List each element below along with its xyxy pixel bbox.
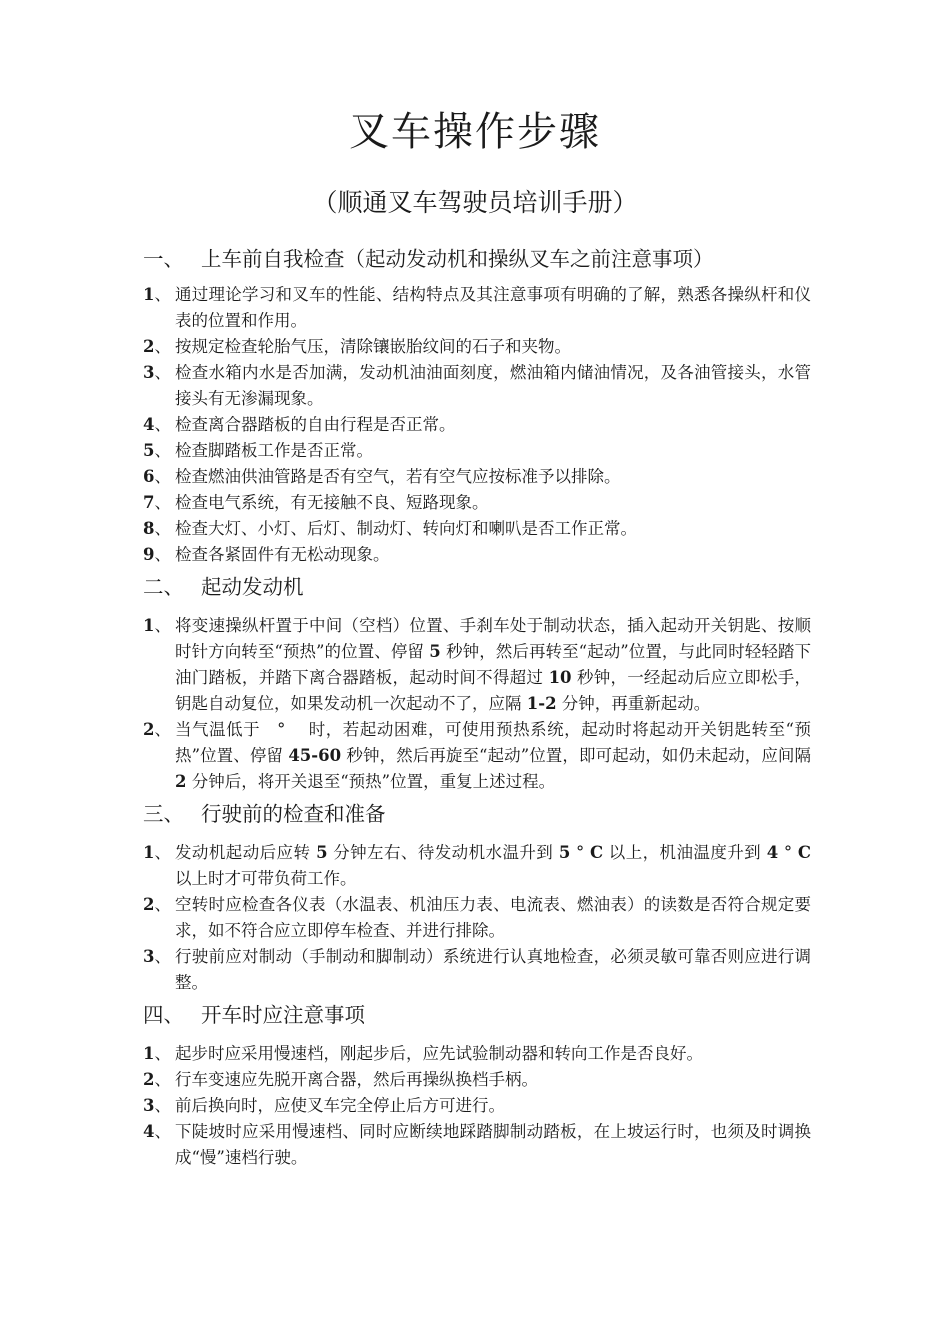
item-number (143, 542, 175, 568)
item-number-digit: 3 (143, 1096, 155, 1115)
section-4 (143, 998, 811, 1171)
item-text-run: 将变速操纵杆置于中间（空档）位置、手刹车处于制动状态，插入起动开关钥匙、按顺时针方向转至“预热”的位置、停留 (175, 616, 811, 661)
list-item (143, 438, 811, 464)
item-number-digit: 2 (143, 1070, 155, 1089)
list-item (143, 892, 811, 944)
item-number-separator: 、 (154, 1122, 171, 1141)
item-text-run: 按规定检查轮胎气压，清除镶嵌胎纹间的石子和夹物。 (175, 337, 571, 356)
list-item (143, 516, 811, 542)
item-number-separator: 、 (154, 415, 171, 434)
item-text-run: 秒钟，然后再旋至“起动”位置，即可起动，如仍未起动，应间隔 (341, 746, 811, 765)
item-text-run: 检查大灯、小灯、后灯、制动灯、转向灯和喇叭是否工作正常。 (175, 519, 637, 538)
item-number (143, 360, 175, 412)
item-number-digit: 8 (143, 519, 155, 538)
section-heading (143, 998, 811, 1032)
item-number-separator: 、 (154, 519, 171, 538)
document-subtitle: （顺通叉车驾驶员培训手册） (312, 188, 638, 217)
item-text-run: 检查燃油供油管路是否有空气，若有空气应按标准予以排除。 (175, 467, 621, 486)
item-number-digit: 1 (143, 616, 155, 635)
item-text-emphasis: 5 (316, 843, 328, 862)
item-number (143, 717, 175, 795)
item-text-run: ° (570, 843, 590, 862)
item-number (143, 1041, 175, 1067)
item-text-run: 前后换向时，应使叉车完全停止后方可进行。 (175, 1096, 505, 1115)
section-title: 起动发动机 (201, 575, 304, 599)
item-number-separator: 、 (154, 1044, 171, 1063)
item-text-run: 以上时才可带负荷工作。 (175, 869, 357, 888)
section-number: 四、 (143, 1003, 184, 1027)
document-body (143, 242, 811, 1173)
item-number-separator: 、 (154, 467, 171, 486)
item-text-run: 行车变速应先脱开离合器，然后再操纵换档手柄。 (175, 1070, 538, 1089)
list-item (143, 1119, 811, 1171)
item-text (175, 1093, 811, 1119)
list-item (143, 282, 811, 334)
list-item (143, 613, 811, 717)
section-1 (143, 242, 811, 568)
list-item (143, 840, 811, 892)
item-number (143, 412, 175, 438)
item-list (143, 613, 811, 795)
item-number-digit: 4 (143, 1122, 155, 1141)
item-number-digit: 6 (143, 467, 155, 486)
item-number (143, 464, 175, 490)
section-title: 开车时应注意事项 (201, 1003, 365, 1027)
section-heading (143, 570, 811, 604)
item-text-run: 空转时应检查各仪表（水温表、机油压力表、电流表、燃油表）的读数是否符合规定要求，如不符合应立即停车检查、并进行排除。 (175, 895, 811, 940)
item-number-separator: 、 (154, 545, 171, 564)
item-number-separator: 、 (154, 493, 171, 512)
item-number-digit: 7 (143, 493, 155, 512)
section-title: 行驶前的检查和准备 (201, 802, 386, 826)
item-list (143, 1041, 811, 1171)
item-number (143, 1119, 175, 1171)
item-text-run: 当气温低于 ° 时，若起动困难，可使用预热系统，起动时将起动开关钥匙转至“预热”位置、停留 (175, 720, 811, 765)
list-item (143, 542, 811, 568)
item-text-emphasis: 5 (429, 642, 441, 661)
item-number-separator: 、 (154, 441, 171, 460)
item-text (175, 412, 811, 438)
section-3 (143, 797, 811, 996)
section-heading (143, 242, 811, 276)
item-text (175, 892, 811, 944)
item-text (175, 438, 811, 464)
section-heading (143, 797, 811, 831)
item-number-separator: 、 (154, 616, 171, 635)
section-2 (143, 570, 811, 795)
item-list (143, 282, 811, 568)
item-number-digit: 1 (143, 843, 155, 862)
document-title: 叉车操作步骤 (349, 109, 601, 155)
item-text-run: 下陡坡时应采用慢速档、同时应断续地踩踏脚制动踏板，在上坡运行时，也须及时调换成“慢”速档行驶。 (175, 1122, 811, 1167)
item-text (175, 282, 811, 334)
item-text-run: 分钟，再重新起动。 (556, 694, 711, 713)
item-number (143, 334, 175, 360)
section-number: 一、 (143, 247, 184, 271)
item-number-digit: 2 (143, 720, 155, 739)
item-number-digit: 1 (143, 285, 155, 304)
item-text-run: 秒钟，然后再转至“起动”位置，与此同时轻轻踏下油门踏板，并踏下离合器踏板，起动时间不得超过 (175, 642, 811, 687)
item-text-run: 以上，机油温度升到 (603, 843, 767, 862)
item-text-emphasis: C (589, 843, 604, 862)
item-text-emphasis: 4 (766, 843, 779, 862)
item-text-run: 发动机起动后应转 (175, 843, 317, 862)
item-number (143, 840, 175, 892)
item-number-digit: 3 (143, 363, 155, 382)
item-number (143, 282, 175, 334)
item-text-run: 检查离合器踏板的自由行程是否正常。 (175, 415, 456, 434)
item-text-emphasis: 45-60 (288, 746, 342, 765)
item-number-digit: 4 (143, 415, 155, 434)
item-number (143, 490, 175, 516)
item-text (175, 360, 811, 412)
item-number-separator: 、 (154, 1096, 171, 1115)
item-number (143, 516, 175, 542)
item-number-separator: 、 (154, 1070, 171, 1089)
item-text-run: 检查各紧固件有无松动现象。 (175, 545, 390, 564)
item-text-run: 分钟左右、待发动机水温升到 (327, 843, 559, 862)
section-title: 上车前自我检查（起动发动机和操纵叉车之前注意事项） (201, 247, 714, 271)
item-number-digit: 1 (143, 1044, 155, 1063)
item-number (143, 944, 175, 996)
item-number-digit: 3 (143, 947, 155, 966)
item-number-digit: 9 (143, 545, 155, 564)
list-item (143, 944, 811, 996)
list-item (143, 490, 811, 516)
item-number-separator: 、 (154, 843, 171, 862)
item-text (175, 944, 811, 996)
item-number-separator: 、 (154, 337, 171, 356)
list-item (143, 1093, 811, 1119)
list-item (143, 717, 811, 795)
item-text-emphasis: C (797, 843, 811, 862)
item-text (175, 516, 811, 542)
item-text-run: 通过理论学习和叉车的性能、结构特点及其注意事项有明确的了解，熟悉各操纵杆和仪表的位置和作用。 (175, 285, 811, 330)
item-text-emphasis: 1-2 (526, 694, 557, 713)
item-text (175, 464, 811, 490)
item-text (175, 1119, 811, 1171)
item-text (175, 334, 811, 360)
list-item (143, 1041, 811, 1067)
item-number-digit: 5 (143, 441, 155, 460)
item-text-run: 检查脚踏板工作是否正常。 (175, 441, 373, 460)
list-item (143, 360, 811, 412)
item-number-separator: 、 (154, 720, 171, 739)
item-text (175, 1067, 811, 1093)
item-number-separator: 、 (154, 285, 171, 304)
list-item (143, 464, 811, 490)
item-text-run: 秒钟，一经起动后应立即松手，钥匙自动复位，如果发动机一次起动不了，应隔 (175, 668, 812, 713)
item-text (175, 542, 811, 568)
item-number (143, 438, 175, 464)
item-number (143, 613, 175, 717)
item-number-digit: 2 (143, 337, 155, 356)
item-number (143, 892, 175, 944)
item-text (175, 840, 811, 892)
item-text-run: 分钟后，将开关退至“预热”位置，重复上述过程。 (186, 772, 556, 791)
list-item (143, 1067, 811, 1093)
list-item (143, 412, 811, 438)
item-text (175, 490, 811, 516)
item-text-run: 行驶前应对制动（手制动和脚制动）系统进行认真地检查，必须灵敏可靠否则应进行调整。 (175, 947, 811, 992)
list-item (143, 334, 811, 360)
item-text-run: 检查水箱内水是否加满，发动机油油面刻度，燃油箱内储油情况，及各油管接头，水管接头有无渗漏现象。 (175, 363, 811, 408)
item-text-emphasis: 10 (548, 668, 572, 687)
section-number: 三、 (143, 802, 184, 826)
item-list (143, 840, 811, 996)
item-number (143, 1067, 175, 1093)
item-text (175, 1041, 811, 1067)
item-number-separator: 、 (154, 363, 171, 382)
item-text-run: 检查电气系统，有无接触不良、短路现象。 (175, 493, 489, 512)
item-number-digit: 2 (143, 895, 155, 914)
item-number-separator: 、 (154, 947, 171, 966)
item-text (175, 717, 811, 795)
item-text-run: ° (778, 843, 798, 862)
item-text (175, 613, 811, 717)
item-number-separator: 、 (154, 895, 171, 914)
section-number: 二、 (143, 575, 184, 599)
item-text-emphasis: 5 (558, 843, 571, 862)
item-text-emphasis: 2 (175, 772, 187, 791)
item-number (143, 1093, 175, 1119)
item-text-run: 起步时应采用慢速档，刚起步后，应先试验制动器和转向工作是否良好。 (175, 1044, 703, 1063)
